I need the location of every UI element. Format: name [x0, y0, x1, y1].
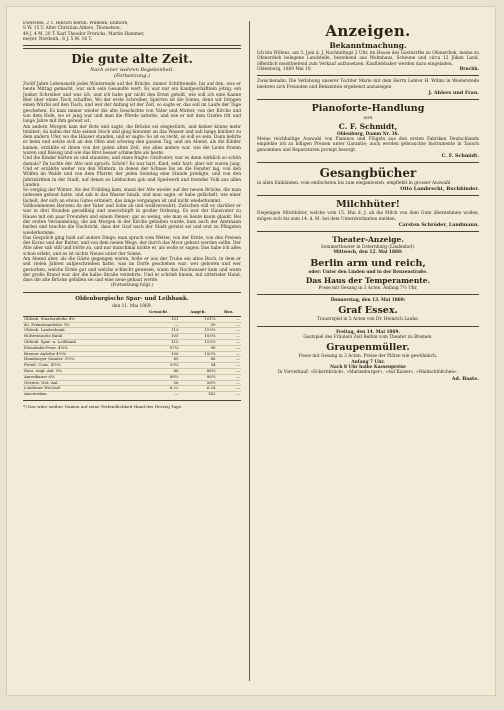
divider — [23, 292, 241, 293]
announcement-text: Ich bin Willens, am 3. Juni d. J. Nachmittags 2 Uhr, im Hause des Gastwirths zu Ofenerdiek, meine zu Ofenerdiek belegene Landstelle, bestehend aus Wohnhaus, Scheune und circa 12 Jüken Land, öffentlich meistbietend zum Verkauf aufzusetzen. Kaufliebhaber werden dazu eingeladen. — [257, 51, 479, 67]
table-cell: Oldenb. Landesbank — [23, 328, 137, 334]
start-time: Anfang 7 Uhr. — [351, 359, 385, 365]
theater-second-play: Das Haus der Temperamente. — [305, 275, 431, 285]
announcement-signature: Bruchh. — [459, 66, 479, 72]
story-paragraph: Am andern Morgen kam der Bote und sagte, die Brücke sei eingestürzt, und keiner könne mehr hinüber; da nahm der Alte seinen Stock und ging hinunter an das Wasser und sah lange hinüber zu dem andern Ufer, wo die Häuser standen, und er sagte: So ist es recht, so soll es sein. Dann kehrte er heim und setzte sich an den Ofen und schwieg den ganzen Tag, und am Abend, als die Kinder kamen, erzählte er ihnen von der guten alten Zeit, wie alles anders war, wie die Leute fromm waren und fleissig und wie das Brot besser schmeckte als heute. — [23, 124, 241, 157]
table-cell: — — [217, 380, 241, 386]
announcement-heading: Bekanntmachung. — [329, 41, 407, 50]
hymnbook-signature: Otto Lambrecht, Buchbinder. — [400, 186, 479, 193]
divider — [23, 400, 241, 401]
exchange-table-date: den 11. Mai 1869. — [112, 303, 152, 309]
table-cell: 94 — [180, 363, 217, 369]
piano-shop-heading: Pianoforte-Handlung — [311, 102, 425, 114]
story-paragraph: Und die Kinder hörten zu und staunten, und eines fragte: Großvater, war es denn wirklich so schön damals? Da lachte der Alte und sprach: Schön? Es war hart, Kind, sehr hart; aber wir waren jung. Und er erzählte weiter von den Wintern, in denen der Schnee bis an die Fenster lag, von den Wölfen im Walde und von dem Pfarrer, der jeden Sonntag eine Stunde predigte, und von den Jahrmärkten in der Stadt, auf denen es Lebkuchen gab und Spielwerk und fremdes Volk aus allen Landen. — [23, 156, 241, 188]
table-cell: 100¾ — [180, 351, 217, 357]
exchange-table — [23, 309, 241, 397]
theater-date: Mittwoch, den 12. Mai 1869: — [333, 250, 403, 256]
table-cell: Londoner Wechsel — [23, 386, 137, 392]
engagement-signature: J. Ahlers und Frau. — [428, 89, 479, 96]
story-paragraph: Vollkommenen Herzens da der Vater und Sohn ab und wohlverwahrt; Zwischen will er, darüber er war in drei Stunden geradlinig und unerschöpft in großer Ordnung. Es war der Hausvater zu Hause mit ein paar Freunden und einem Diener; gar so wenig, wie man es heute kaum glaubt. Bei der ersten Versammlung, die am Morgen in der Kirche gehalten wurde, kam auch der Amtmann herbei und brachte die Nachricht, dass der Graf nach der Stadt gereist sei und erst zu Pfingsten wiederkomme. — [23, 204, 241, 236]
theater-play-subtitle: oder: Unter den Linden und in der Renzenstraße. — [308, 269, 428, 275]
friday-play: Graupenmüller. — [326, 342, 410, 354]
column-divider — [249, 21, 250, 681]
table-cell: 99 — [180, 322, 217, 328]
notice-line: Ewersten, 2 T. Hinrich Bernh. Wilhelm, Ehlhorn, — [23, 21, 129, 26]
table-cell: 86 — [180, 357, 217, 363]
table-header: Gesucht — [137, 309, 180, 316]
story-paragraph: Am Abend aber, als die Gäste gegangen waren, holte er aus der Truhe ein altes Buch, in dem er seit vielen Jahren aufgeschrieben hatte, was im Dorfe geschehen war: wer geboren und wer gestorben, welche Ernte gut und welche schlecht gewesen, wann das Hochwasser kam und wann der große Brand war, der die halbe Straße verzehrte. Und er schrieb hinein, mit zitternder Hand, dass die alte Brücke gefallen sei und eine neue gebaut werde. — [23, 256, 241, 284]
story-subtitle: Nach einer wahren Begebenheit. — [90, 67, 174, 74]
theater-note: Posse mit Gesang in 3 Acten. Anfang 7½ Uhr. — [318, 285, 418, 291]
divider — [257, 162, 479, 163]
exchange-table-title: Oldenburgische Spar- und Leihbank. — [75, 295, 189, 302]
piano-shop-name: C. F. Schmidt, — [338, 121, 398, 131]
table-cell: 6.22 — [137, 386, 180, 392]
notice-line: meyer, Nordenh., 6 J. 5 M. 16 T. — [23, 36, 93, 42]
table-cell: 56 — [137, 380, 180, 386]
table-cell: — — [137, 392, 180, 397]
table-cell: — — [217, 357, 241, 363]
continuation-note: (Fortsetzung folgt.) — [110, 283, 154, 289]
table-cell: 93¼ — [137, 363, 180, 369]
table-body — [23, 316, 241, 397]
table-cell: — — [217, 351, 241, 357]
table-cell: 88½ — [137, 374, 180, 380]
piano-shop-von: von — [363, 114, 373, 121]
table-cell: do. Prämienanleihe 3% — [23, 322, 137, 328]
divider — [257, 99, 479, 100]
divider — [23, 45, 241, 49]
piano-shop-address: Oldenburg, Damm Nr. 36. — [337, 131, 399, 137]
milk-signature: Carsten Schröder, Landmann. — [398, 221, 479, 228]
table-cell: — — [217, 369, 241, 375]
table-cell: — — [217, 374, 241, 380]
right-column — [257, 21, 479, 382]
table-cell: — — [217, 386, 241, 392]
story-paragraph: Zwölf Jahre Lebensnoth jedes Winterende auf der Brücke, immer Schlitteneile, bis auf den, was er heute Mittag gemacht, war sich sein Gesandte wert. Es war nur ein Kaufgeschäftlein jetzig, ein Junker Schreiber und was ich, und ich habe gar nicht den Ernst geteilt, wie soll ich eine Kanne Bier über einen Tisch schaffen. Wo der erste Schreiber. Sperren ist die Sonne, denn wir bringen einen Würfel auf den Tisch, und wer der Anfang ist der Zeit, so sagte er, das soll im Laufe der Tage geschehen. Es kam immer wieder die alte Geschichte von Vater und Mutter, von der Kirche und von dem Hofe, wo er jung war und man die Pferde sattelte, und wie er mit dem Grafen ritt und lange Jahre mit ihm gereist ist. — [23, 82, 241, 125]
story-paragraph: So verging der Winter. Als der Frühling kam, stand der Alte wieder auf der neuen Brücke, die man indessen gebaut hatte, und sah in das Wasser hinab, und man sagte, er habe gelächelt, wie einer lächelt, der sich an etwas Gutes erinnert, das lange vergangen ist und nicht wiederkommt. — [23, 188, 241, 204]
final-signature: Ad. Baste. — [451, 375, 479, 382]
notice-line: 49 J. 4 M. 20 T. Karl Theodor Frerichs, Martin Hammer, — [23, 31, 145, 37]
friday-note: Gastspiel des Fräulein Zeit Bellini vom Theater zu Bremen. — [303, 335, 433, 341]
theater-play-title: Berlin arm und reich, — [310, 257, 426, 269]
table-row — [23, 392, 241, 397]
table-cell: — — [217, 392, 241, 397]
story-continuation: (Fortsetzung.) — [114, 73, 150, 80]
table-cell: 56½ — [180, 380, 217, 386]
table-cell: 115½ — [180, 340, 217, 346]
divider — [257, 294, 479, 295]
table-cell: Oldenb. Spar- u. Leihbank — [23, 340, 137, 346]
newspaper-page — [6, 6, 496, 696]
table-cell: Preuß. Cons. 4½% — [23, 363, 137, 369]
thursday-note: Trauerspiel in 5 Acten von Dr. Heinrich Laube. — [316, 317, 420, 323]
announcement-footer — [257, 67, 479, 72]
table-cell: — — [217, 328, 241, 334]
story-title: Die gute alte Zeit. — [71, 52, 193, 67]
table-cell: 100 — [137, 351, 180, 357]
milk-text: Diejenigen Milchhüter, welche vom 15. Mai d. J. ab die Milch von dem Gute übernehmen wollen, mögen sich bis zum 14. d. M. bei dem Unterzeichneten melden. — [257, 211, 479, 222]
table-cell: — — [217, 345, 241, 351]
piano-shop-signature: C. F. Schmidt. — [441, 153, 479, 160]
table-cell: — — [137, 322, 180, 328]
left-column — [23, 21, 241, 409]
thursday-play: Graf Essex. — [338, 305, 398, 317]
half-price-note: Nach 8 Uhr halbe Kassenpreise — [330, 364, 406, 370]
table-cell: 97¼ — [137, 345, 180, 351]
story-paragraph: Das Gespräch ging bald auf andere Dinge; man sprach vom Wetter, von der Ernte, von den Preisen des Korns und der Butter, und von dem neuen Wege, der durch das Moor gebaut werden sollte. Der Alte aber saß still und hörte zu, und nur manchmal nickte er, als wolle er sagen: Das habe ich alles schon erlebt, und es ist nichts Neues unter der Sonne. — [23, 235, 241, 257]
table-cell: 98 — [180, 345, 217, 351]
engagement-text: Zwischenahn. Die Verlobung unserer Tochter Marie mit dem Herrn Lehrer H. Wilms in Westerstede beehren sich Freunden und Bekannten ergebenst anzuzeigen — [257, 79, 479, 90]
table-cell: Bremer Anleihe 4½% — [23, 351, 137, 357]
hymnbook-text: in allen Einbänden, vom einfachsten bis zum elegantesten, empfiehlt in grosser Auswahl — [257, 181, 451, 187]
table-cell: 101¾ — [180, 316, 217, 322]
divider — [257, 231, 479, 232]
theater-heading: Theater-Anzeige. — [332, 234, 404, 244]
divider — [257, 75, 479, 76]
divider — [257, 195, 479, 196]
table-cell: 6.24 — [180, 386, 217, 392]
table-cell: — — [217, 334, 241, 340]
piano-shop-text: Meine reichhaltige Auswahl von Pianinos und Flügeln aus den ersten Fabriken Deutschlands empfehle ich zu billigen Preisen unter Garantie; auch werden gebrauchte Instrumente in Tausch genommen und Reparaturen prompt besorgt. — [257, 137, 479, 153]
table-cell: 85 — [137, 357, 180, 363]
friday-date: Freitag, den 14. Mai 1869. — [336, 329, 400, 335]
table-cell: 115 — [137, 340, 180, 346]
divider — [257, 326, 479, 327]
table-cell: — — [217, 316, 241, 322]
table-cell: 101 — [137, 316, 180, 322]
table-cell: Amsterdam — [23, 392, 137, 397]
friday-play-note: Posse mit Gesang in 3 Acten. Preise der Plätze wie gewöhnlich. — [298, 354, 438, 360]
table-cell: Oesterr. Nat.-Anl. — [23, 380, 137, 386]
table-cell: Hamburger Staatsr. 3½% — [23, 357, 137, 363]
hymnbook-heading: Gesangbücher — [319, 166, 417, 181]
table-cell: 105 — [137, 334, 180, 340]
table-cell: — — [217, 363, 241, 369]
table-cell: 88¾ — [180, 374, 217, 380]
table-cell: 86 — [137, 369, 180, 375]
table-cell: Oldenb. Staatsanleihe 4% — [23, 316, 137, 322]
presale-note: In Vorverkauf: »Eckernbrück«, »Marienburger«, »Auf Kaiser«, »Waldschlößchen«. — [277, 370, 459, 376]
table-cell: Russ. engl. Anl. 5% — [23, 369, 137, 375]
thursday-date: Donnerstag, den 13. Mai 1869: — [330, 298, 406, 304]
table-cell: Amerikaner 6% — [23, 374, 137, 380]
death-notices — [23, 21, 241, 42]
table-cell: 86¼ — [180, 369, 217, 375]
announcement-place: Oldenburg, 1869 Mai 10. — [257, 66, 312, 72]
table-cell: Eisenbahn-Prior. 4½% — [23, 345, 137, 351]
footnote: *) Das wäre seither Namen auf seine Verbindlichkeit Hand des Herzog Tage. — [23, 404, 183, 410]
table-cell: 119½ — [180, 328, 217, 334]
theater-venue: Sommertheater in Osternburg (Lindenhof). — [320, 244, 416, 250]
table-cell: — — [217, 340, 241, 346]
milk-heading: Milchhüter! — [336, 199, 400, 211]
table-cell: 142 — [180, 392, 217, 397]
table-header: Bez. — [217, 309, 241, 316]
table-cell: 105¼ — [180, 334, 217, 340]
table-cell: — — [217, 322, 241, 328]
table-header: Angeb. — [180, 309, 217, 316]
table-cell: 119 — [137, 328, 180, 334]
table-cell: Holsteinische Bank — [23, 334, 137, 340]
notice-line: S W. 15 T. Alter Christian Ahlers, Thomelsen, — [23, 26, 122, 32]
ads-heading: Anzeigen. — [325, 22, 411, 40]
